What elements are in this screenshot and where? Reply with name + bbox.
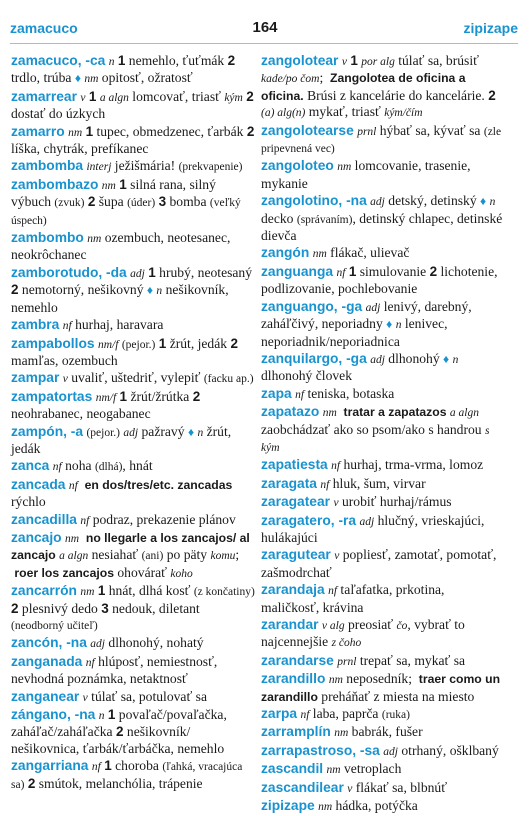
header-first-headword: zamacuco (10, 20, 78, 36)
dictionary-entry (261, 653, 506, 670)
entry-headword: zascandilear (261, 779, 344, 795)
entry-headword: zampabollos (11, 335, 95, 351)
entry-headword: zapatazo (261, 404, 320, 420)
entry-definition: n 1 nemehlo, ťuťmák 2 trdlo, trúba ♦ nm opitosť, ožratosť (11, 53, 236, 86)
entry-definition: n 1 povaľač/povaľačka, zaháľač/zaháľačka 2 nešikovník/ nešikovnica, ťarbák/ťarbáčka, nemehlo (11, 707, 227, 756)
entry-headword: zamarrear (11, 88, 77, 104)
entry-headword: zaragatero, -ra (261, 512, 357, 528)
dictionary-entry (11, 89, 256, 123)
entry-definition: nm neposedník; traer como un zarandillo preháňať z miesta na miesto (261, 671, 501, 704)
left-column (11, 53, 256, 794)
dictionary-entry (11, 158, 256, 175)
entry-definition: (pejor.) adj pažravý ♦ n žrút, jedák (11, 423, 232, 456)
dictionary-entry (261, 158, 506, 192)
entry-headword: zarramplín (261, 724, 331, 740)
entry-headword: zanguango, -ga (261, 298, 363, 314)
dictionary-entry (11, 336, 256, 370)
entry-definition: adj hlučný, vrieskajúci, hulákajúci (261, 512, 485, 545)
entry-definition: adj lenivý, darebný, zaháľčivý, neporiadny ♦ n lenivec, neporiadnik/neporiadnica (261, 298, 472, 349)
entry-headword: zascandil (261, 761, 324, 777)
dictionary-entry (11, 177, 256, 229)
entry-definition: adj otrhaný, ošklbaný (383, 742, 499, 758)
dictionary-entry (261, 245, 506, 262)
dictionary-entry (261, 582, 506, 616)
dictionary-entry (261, 264, 506, 298)
entry-definition: nm 1 tupec, obmedzenec, ťarbák 2 líška, chytrák, prefíkanec (11, 123, 255, 157)
right-column (261, 53, 506, 816)
header-last-headword: zipizape (463, 20, 518, 36)
entry-headword: zipizape (261, 798, 315, 814)
entry-definition: prnl trepať sa, mykať sa (337, 652, 466, 668)
entry-definition: nf 1 choroba (ľahká, vracajúca sa) 2 smútok, melanchólia, trápenie (11, 758, 243, 791)
entry-definition: nm vetroplach (326, 761, 402, 777)
dictionary-entry (261, 404, 506, 456)
dictionary-entry (11, 389, 256, 423)
entry-definition: adj dlhonohý ♦ n dlhonohý človek (261, 350, 459, 384)
entry-definition: adj dlhonohý, nohatý (90, 635, 204, 651)
entry-headword: zampar (11, 370, 60, 386)
entry-headword: zangoloteo (261, 158, 334, 174)
entry-definition: adj detský, detinský ♦ n decko (správaním), detinský chlapec, detinské dievča (261, 193, 503, 244)
entry-headword: zambombazo (11, 176, 99, 192)
header-rule (10, 43, 518, 44)
dictionary-entry (261, 761, 506, 778)
entry-headword: zanganear (11, 688, 80, 704)
entry-definition: v 1 por alg túlať sa, brúsiť kade/po čom; Zangolotea de oficina a oficina. Brúsi z kancelárie do kancelárie. 2 (a) alg(n) mykať, triasť kým/čím (261, 53, 496, 120)
entry-headword: zampatortas (11, 388, 93, 404)
entry-headword: zángano, -na (11, 707, 96, 723)
dictionary-entry (11, 53, 256, 88)
entry-headword: zaragatear (261, 494, 331, 510)
dictionary-entry (11, 758, 256, 793)
dictionary-entry (261, 351, 506, 385)
entry-headword: zarandarse (261, 652, 334, 668)
entry-headword: zangolotearse (261, 122, 354, 138)
entry-definition: v urobiť hurhaj/rámus (333, 494, 452, 510)
dictionary-entry (261, 780, 506, 797)
entry-definition: prnl hýbať sa, kývať sa (zle pripevnená vec) (261, 122, 502, 156)
dictionary-entry (261, 53, 506, 122)
entry-headword: zangolotear (261, 53, 339, 68)
entry-definition: nf taľafatka, prkotina, maličkosť, krávina (261, 582, 445, 615)
dictionary-entry (261, 724, 506, 741)
entry-definition: nf teniska, botaska (295, 385, 395, 401)
entry-headword: zambomba (11, 158, 84, 174)
entry-headword: zancón, -na (11, 635, 87, 651)
entry-definition: nm lomcovanie, trasenie, mykanie (261, 158, 471, 191)
dictionary-entry (11, 530, 256, 582)
entry-definition: v 1 a algn lomcovať, triasť kým 2 dostať do úzkych (11, 88, 254, 122)
dictionary-entry (261, 513, 506, 547)
entry-definition: nm flákač, ulievač (312, 245, 410, 261)
entry-definition: nf hurhaj, haravara (62, 317, 164, 333)
entry-definition: v flákať sa, blbnúť (347, 779, 448, 795)
entry-headword: zamarro (11, 123, 65, 139)
dictionary-entry (261, 671, 506, 705)
entry-headword: zamacuco, -ca (11, 53, 106, 68)
entry-headword: zambombo (11, 230, 84, 246)
dictionary-entry (261, 193, 506, 244)
entry-definition: nm 1 silná rana, silný výbuch (zvuk) 2 šupa (úder) 3 bomba (veľký úspech) (11, 176, 241, 227)
entry-headword: zampón, -a (11, 423, 84, 439)
dictionary-entry (11, 458, 256, 475)
entry-definition: v túlať sa, potulovať sa (82, 688, 207, 704)
entry-headword: zanganada (11, 653, 83, 669)
page-header (0, 0, 530, 36)
entry-definition: nm/f 1 žrút/žrútka 2 neohrabanec, neogabanec (11, 388, 201, 422)
entry-definition: nm hádka, potýčka (318, 798, 418, 814)
entry-headword: zangarriana (11, 758, 89, 774)
dictionary-entry (11, 654, 256, 688)
page-number: 164 (252, 19, 278, 36)
entry-headword: zancajo (11, 529, 62, 545)
entry-headword: zancarrón (11, 583, 77, 599)
entry-headword: zaragutear (261, 547, 331, 563)
dictionary-entry (11, 124, 256, 158)
dictionary-entry (11, 477, 256, 511)
entry-headword: zarpa (261, 706, 298, 722)
dictionary-entry (261, 299, 506, 350)
entry-definition: adj 1 hrubý, neotesaný 2 nemotorný, nešikovný ♦ n nešikovník, nemehlo (11, 264, 253, 315)
entry-definition: nm babrák, fušer (334, 724, 423, 740)
entry-definition: nm no llegarle a los zancajos/ al zancajo a algn nesiahať (ani) po päty komu; roer los zancajos ohovárať koho (11, 530, 250, 580)
entry-definition: nf noha (dlhá), hnát (52, 458, 153, 474)
entry-headword: zangón (261, 245, 310, 261)
dictionary-entry (11, 635, 256, 652)
entry-headword: zarandaja (261, 582, 325, 598)
entry-headword: zanquilargo, -ga (261, 350, 367, 366)
dictionary-entry (11, 512, 256, 529)
entry-headword: zarandillo (261, 671, 326, 687)
entry-headword: zaragata (261, 475, 317, 491)
entry-headword: zapatiesta (261, 457, 328, 473)
entry-headword: zambra (11, 317, 60, 333)
entry-definition: nm 1 hnát, dlhá kosť (z končatiny) 2 plesnivý dedo 3 nedouk, diletant (neodborný učiteľ) (11, 583, 255, 632)
entry-headword: zanguanga (261, 263, 334, 279)
dictionary-entry (11, 424, 256, 458)
entry-definition: nf 1 simulovanie 2 lichotenie, podlizovanie, pochlebovanie (261, 263, 498, 297)
entry-headword: zarrapastroso, -sa (261, 742, 380, 758)
dictionary-entry (11, 707, 256, 757)
entry-definition: v uvaliť, uštedriť, vylepiť (facku ap.) (62, 370, 254, 386)
entry-definition: nm/f (pejor.) 1 žrút, jedák 2 mamľas, ozembuch (11, 335, 238, 368)
entry-definition: nf hlúposť, nemiestnosť, nevhodná poznámka, netaktnosť (11, 653, 218, 687)
entry-headword: zarandar (261, 617, 319, 632)
entry-definition: nm ozembuch, neotesanec, neokrôchanec (11, 230, 231, 263)
dictionary-entry (261, 706, 506, 723)
dictionary-entry (11, 230, 256, 264)
entry-definition: nf laba, paprča (ruka) (300, 706, 410, 722)
dictionary-entry (261, 476, 506, 493)
entry-definition: nf hluk, šum, virvar (320, 475, 426, 491)
entry-headword: zanca (11, 458, 50, 474)
dictionary-entry (261, 743, 506, 760)
entry-definition: interj ježišmária! (prekvapenie) (86, 158, 243, 174)
entry-headword: zamborotudo, -da (11, 264, 127, 280)
dictionary-entry (261, 798, 506, 815)
dictionary-entry (261, 617, 506, 652)
entry-definition: v alg preosiať čo, vybrať to najcennejšie z čoho (261, 617, 465, 650)
entry-headword: zancada (11, 476, 66, 492)
entry-definition: nf hurhaj, trma-vrma, lomoz (331, 457, 484, 473)
dictionary-entry (261, 123, 506, 158)
dictionary-entry (11, 370, 256, 387)
dictionary-entry (261, 386, 506, 403)
dictionary-entry (11, 583, 256, 634)
dictionary-entry (11, 317, 256, 334)
entry-headword: zapa (261, 385, 292, 401)
entry-definition: v popliesť, zamotať, pomotať, zašmodrchať (261, 547, 497, 580)
entry-headword: zancadilla (11, 511, 77, 527)
dictionary-entry (11, 265, 256, 316)
dictionary-entry (11, 689, 256, 706)
entry-definition: nm tratar a zapatazos a algn zaobchádzať ako so psom/ako s handrou s kým (261, 405, 490, 454)
dictionary-entry (261, 494, 506, 511)
entry-definition: nf en dos/tres/etc. zancadas rýchlo (11, 477, 233, 510)
dictionary-entry (261, 547, 506, 581)
entry-definition: nf podraz, prekazenie plánov (80, 511, 236, 527)
entry-headword: zangolotino, -na (261, 193, 367, 209)
dictionary-entry (261, 457, 506, 474)
